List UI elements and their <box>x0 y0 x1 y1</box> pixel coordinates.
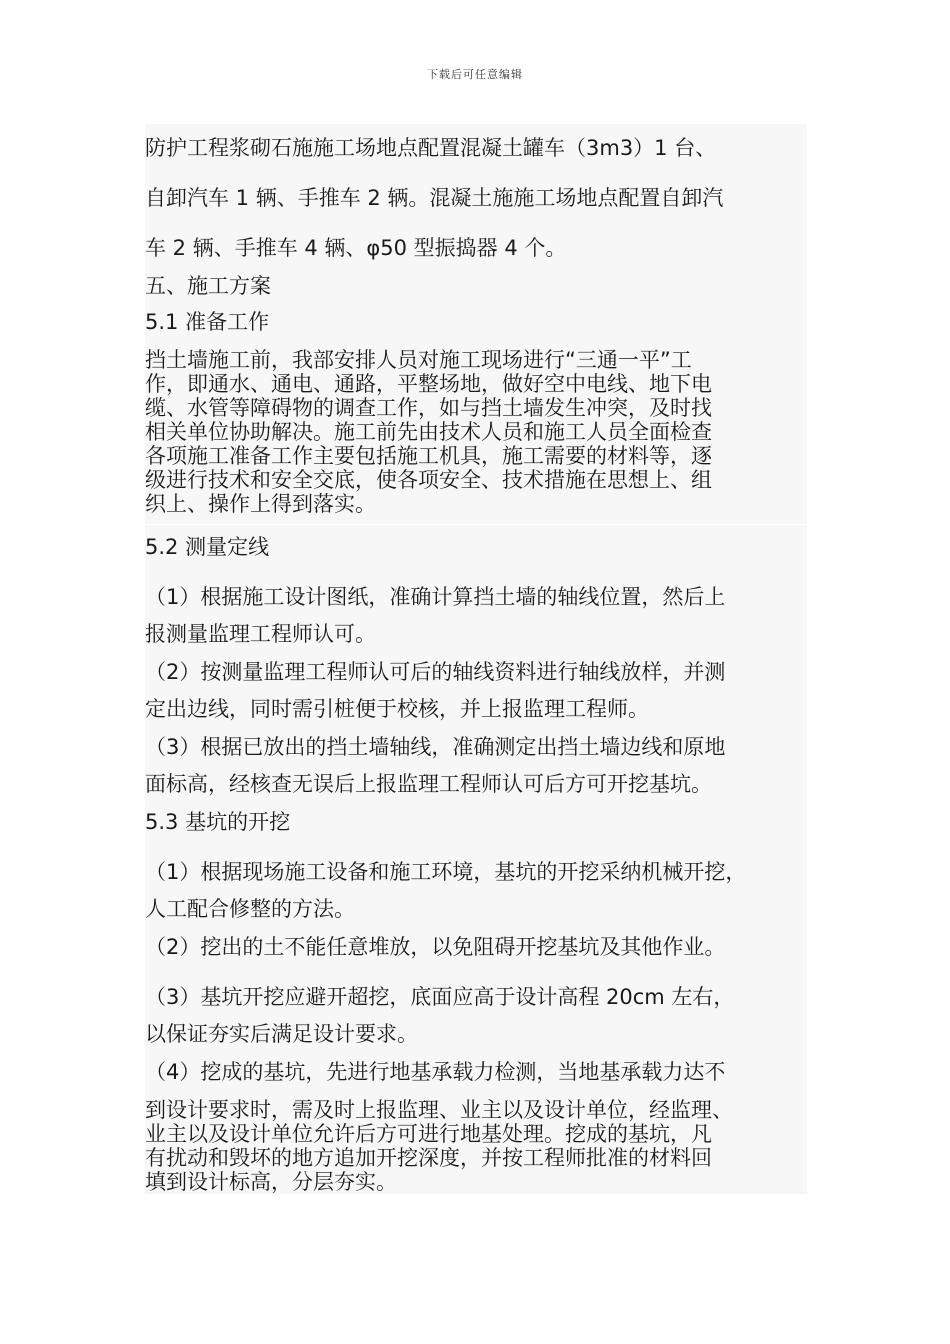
text-line: 级进行技术和安全交底，使各项安全、技术措施在思想上、组 <box>145 468 712 492</box>
text-line: （2）按测量监理工程师认可后的轴线资料进行轴线放样，并测 <box>145 660 726 684</box>
text-line: 人工配合修整的方法。 <box>145 897 355 921</box>
text-line: 车 2 辆、手推车 4 辆、φ50 型振捣器 4 个。 <box>145 236 567 260</box>
subsection-heading: 5.3 基坑的开挖 <box>145 810 291 834</box>
text-line: 以保证夯实后满足设计要求。 <box>145 1022 418 1046</box>
text-line: （2）挖出的土不能任意堆放，以免阻碍开挖基坑及其他作业。 <box>145 935 726 959</box>
divider <box>145 524 807 525</box>
subsection-heading: 5.2 测量定线 <box>145 535 270 559</box>
text-line: 织上、操作上得到落实。 <box>145 492 376 516</box>
text-line: （1）根据现场施工设备和施工环境，基坑的开挖采纳机械开挖， <box>145 860 747 884</box>
text-line: 有扰动和毁坏的地方追加开挖深度，并按工程师批准的材料回 <box>145 1146 712 1170</box>
text-line: 防护工程浆砌石施施工场地点配置混凝土罐车（3m3）1 台、 <box>145 136 717 160</box>
text-line: （3）基坑开挖应避开超挖，底面应高于设计高程 20cm 左右， <box>145 985 735 1009</box>
subsection-heading: 5.1 准备工作 <box>145 310 270 334</box>
text-line: 到设计要求时，需及时上报监理、业主以及设计单位，经监理、 <box>145 1098 733 1122</box>
text-line: 各项施工准备工作主要包括施工机具，施工需要的材料等，逐 <box>145 444 712 468</box>
text-line: 报测量监理工程师认可。 <box>145 622 376 646</box>
document-body <box>145 124 807 1194</box>
text-line: 作，即通水、通电、通路，平整场地，做好空中电线、地下电 <box>145 372 712 396</box>
text-line: 挡土墙施工前，我部安排人员对施工现场进行“三通一平”工 <box>145 348 692 372</box>
text-line: （4）挖成的基坑，先进行地基承载力检测，当地基承载力达不 <box>145 1060 726 1084</box>
text-line: 填到设计标高，分层夯实。 <box>145 1170 397 1194</box>
text-line: 自卸汽车 1 辆、手推车 2 辆。混凝土施施工场地点配置自卸汽 <box>145 186 724 210</box>
text-line: 相关单位协助解决。施工前先由技术人员和施工人员全面检查 <box>145 420 712 444</box>
text-line: （3）根据已放出的挡土墙轴线，准确测定出挡土墙边线和原地 <box>145 735 726 759</box>
text-line: （1）根据施工设计图纸，准确计算挡土墙的轴线位置，然后上 <box>145 585 726 609</box>
text-line: 缆、水管等障碍物的调查工作，如与挡土墙发生冲突，及时找 <box>145 396 712 420</box>
section-heading: 五、施工方案 <box>145 274 271 298</box>
header-note: 下载后可任意编辑 <box>427 68 523 81</box>
text-line: 面标高，经核查无误后上报监理工程师认可后方可开挖基坑。 <box>145 772 712 796</box>
text-line: 定出边线，同时需引桩便于校核，并上报监理工程师。 <box>145 697 649 721</box>
text-line: 业主以及设计单位允许后方可进行地基处理。挖成的基坑，凡 <box>145 1122 712 1146</box>
